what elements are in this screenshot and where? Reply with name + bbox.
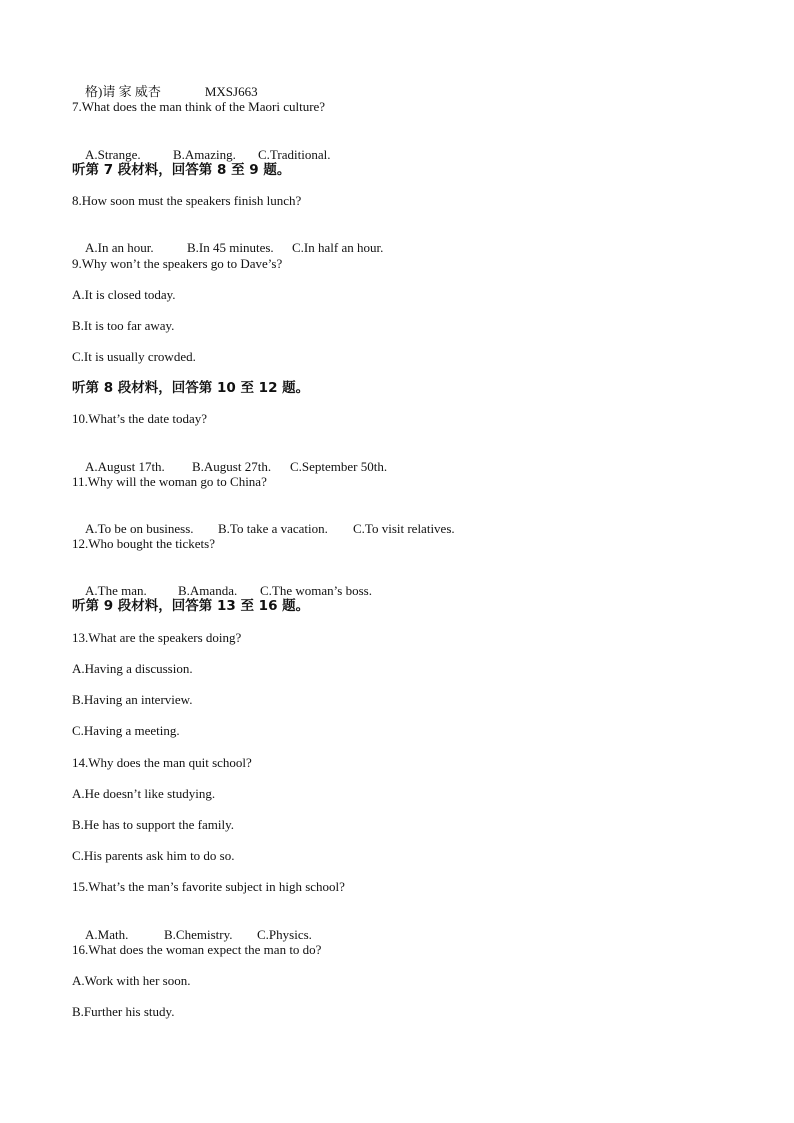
q14-option-a: A.He doesn’t like studying. <box>72 786 216 801</box>
q8-option-c: C.In half an hour. <box>292 240 384 255</box>
q12-option-b: B.Amanda. <box>178 583 238 598</box>
question-13: 13.What are the speakers doing? <box>72 630 242 645</box>
q15-option-b: B.Chemistry. <box>164 927 233 942</box>
question-10: 10.What’s the date today? <box>72 411 208 426</box>
q11-option-b: B.To take a vacation. <box>218 521 328 536</box>
q10-option-b: B.August 27th. <box>192 459 272 474</box>
question-7: 7.What does the man think of the Maori culture? <box>72 99 326 114</box>
question-11: 11.Why will the woman go to China? <box>72 474 267 489</box>
q13-option-a: A.Having a discussion. <box>72 661 193 676</box>
header-code: MXSJ663 <box>204 84 258 99</box>
question-9: 9.Why won’t the speakers go to Dave’s? <box>72 256 283 271</box>
q9-option-a: A.It is closed today. <box>72 287 176 302</box>
q8-option-a: A.In an hour. <box>85 240 154 255</box>
q12-option-a: A.The man. <box>85 583 147 598</box>
q13-option-c: C.Having a meeting. <box>72 723 180 738</box>
q7-option-a: A.Strange. <box>85 147 141 162</box>
section-heading-7: 听第 7 段材料，回答第 8 至 9 题。 <box>72 162 291 178</box>
q9-option-b: B.It is too far away. <box>72 318 175 333</box>
question-14: 14.Why does the man quit school? <box>72 755 252 770</box>
q16-option-b: B.Further his study. <box>72 1004 175 1019</box>
header-garbled-text: 格)请 家 威杏 <box>85 84 161 99</box>
q13-option-b: B.Having an interview. <box>72 692 193 707</box>
q7-option-b: B.Amazing. <box>173 147 236 162</box>
q15-option-a: A.Math. <box>85 927 129 942</box>
q7-option-c: C.Traditional. <box>258 147 331 162</box>
q14-option-b: B.He has to support the family. <box>72 817 234 832</box>
q15-option-c: C.Physics. <box>257 927 312 942</box>
q10-option-a: A.August 17th. <box>85 459 165 474</box>
question-15: 15.What’s the man’s favorite subject in high school? <box>72 879 345 894</box>
q10-option-c: C.September 50th. <box>290 459 388 474</box>
q8-option-b: B.In 45 minutes. <box>187 240 274 255</box>
q16-option-a: A.Work with her soon. <box>72 973 191 988</box>
q11-option-a: A.To be on business. <box>85 521 194 536</box>
question-8: 8.How soon must the speakers finish lunch? <box>72 193 302 208</box>
section-heading-8: 听第 8 段材料，回答第 10 至 12 题。 <box>72 380 310 396</box>
q12-option-c: C.The woman’s boss. <box>260 583 372 598</box>
question-16: 16.What does the woman expect the man to do? <box>72 942 322 957</box>
section-heading-9: 听第 9 段材料，回答第 13 至 16 题。 <box>72 598 310 614</box>
question-12: 12.Who bought the tickets? <box>72 536 215 551</box>
q11-option-c: C.To visit relatives. <box>353 521 455 536</box>
q9-option-c: C.It is usually crowded. <box>72 349 196 364</box>
q14-option-c: C.His parents ask him to do so. <box>72 848 235 863</box>
